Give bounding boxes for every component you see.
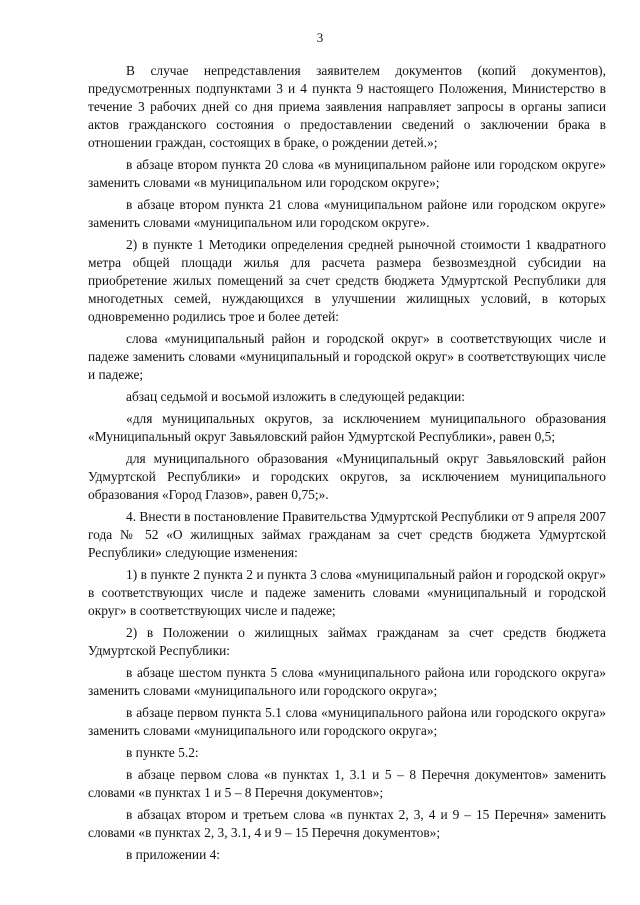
- paragraph-17: в приложении 4:: [126, 847, 221, 862]
- paragraph-9: 4. Внести в постановление Правительства Удмуртской Республики от 9 апреля 2007 года № 52 «О жилищных займах гражданам за счет средств бюджета Удмуртской Республики» следующие изменения:: [88, 509, 606, 560]
- paragraph-11: 2) в Положении о жилищных займах гражданам за счет средств бюджета Удмуртской Республики:: [88, 625, 606, 658]
- paragraph-7: «для муниципальных округов, за исключением муниципального образования «Муниципальный округ Завьяловский район Удмуртской Республики», равен 0,5;: [88, 411, 606, 444]
- paragraph-6: абзац седьмой и восьмой изложить в следующей редакции:: [126, 389, 465, 404]
- paragraph-2: в абзаце втором пункта 20 слова «в муниципальном районе или городском округе» заменить словами «в муниципальном или городском округе»;: [88, 157, 606, 190]
- document-body: [88, 62, 606, 864]
- paragraph-15: в абзаце первом слова «в пунктах 1, 3.1 и 5 – 8 Перечня документов» заменить словами «в пунктах 1 и 5 – 8 Перечня документов»;: [88, 767, 606, 800]
- paragraph-14: в пункте 5.2:: [126, 745, 199, 760]
- paragraph-13: в абзаце первом пункта 5.1 слова «муниципального района или городского округа» заменить словами «муниципального или городского округа»;: [88, 705, 606, 738]
- page-number: 3: [316, 30, 324, 45]
- paragraph-10: 1) в пункте 2 пункта 2 и пункта 3 слова «муниципальный район и городской округ» в соответствующих числе и падеже заменить словами «муниципальный и городской округ» в соответствующих числе и падеже;: [88, 567, 606, 618]
- paragraph-12: в абзаце шестом пункта 5 слова «муниципального района или городского округа» заменить словами «муниципального или городского округа»;: [88, 665, 606, 698]
- paragraph-16: в абзацах втором и третьем слова «в пунктах 2, 3, 4 и 9 – 15 Перечня» заменить словами «в пунктах 2, 3, 3.1, 4 и 9 – 15 Перечня документов»;: [88, 807, 606, 840]
- paragraph-8: для муниципального образования «Муниципальный округ Завьяловский район Удмуртской Республики» и городских округов, за исключением муниципального образования «Город Глазов», равен 0,75;».: [88, 451, 606, 502]
- paragraph-5: слова «муниципальный район и городской округ» в соответствующих числе и падеже заменить словами «муниципальный и городской округ» в соответствующих числе и падеже;: [88, 331, 606, 382]
- paragraph-4: 2) в пункте 1 Методики определения средней рыночной стоимости 1 квадратного метра общей площади жилья для расчета размера безвозмездной субсидии на приобретение жилых помещений за счет средств бюджета Удмуртской Республики для многодетных семей, нуждающихся в улучшении жилищных условий, в которых одновременно родились трое и более детей:: [88, 237, 606, 324]
- paragraph-3: в абзаце втором пункта 21 слова «муниципальном районе или городском округе» заменить словами «муниципальном или городском округе».: [88, 197, 606, 230]
- paragraph-1: В случае непредставления заявителем документов (копий документов), предусмотренных подпунктами 3 и 4 пункта 9 настоящего Положения, Министерство в течение 3 рабочих дней со дня приема заявления направляет запросы в органы записи актов гражданского состояния о предоставлении сведений о заключении брака в отношении граждан, состоящих в браке, о рождении детей.»;: [88, 63, 606, 150]
